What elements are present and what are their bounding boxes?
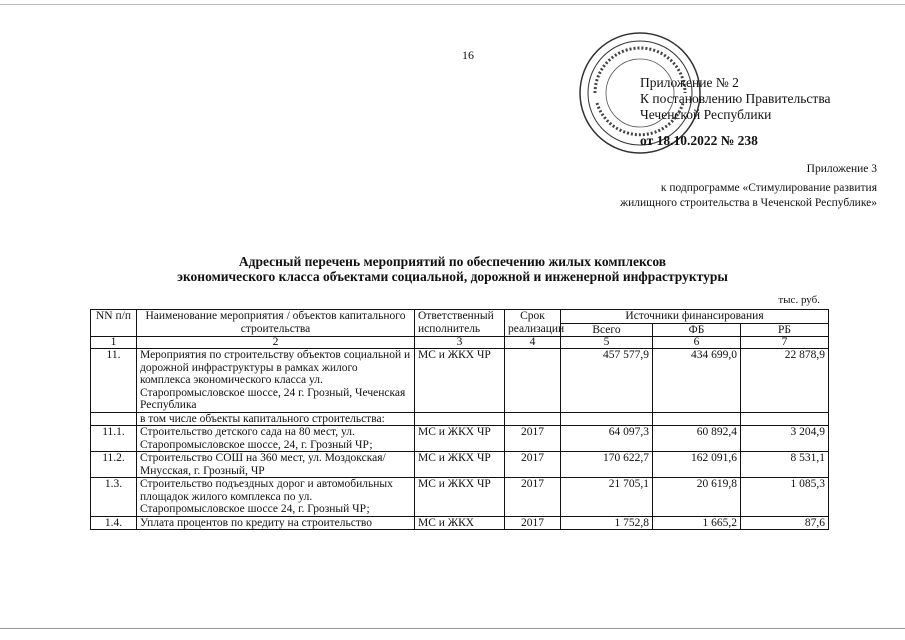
column-index-row xyxy=(91,337,829,349)
cell-executor: МС и ЖКХ ЧР xyxy=(415,478,505,517)
appendix-3-line2: к подпрограмме «Стимулирование развития xyxy=(660,182,877,194)
cell-executor: МС и ЖКХ xyxy=(415,516,505,530)
financing-table xyxy=(90,309,829,530)
table-row xyxy=(91,478,829,517)
cell-total: 170 622,7 xyxy=(561,452,653,478)
index-cell: 1 xyxy=(91,337,137,349)
header-fb: ФБ xyxy=(653,323,741,337)
table-row xyxy=(91,426,829,452)
cell-rb: 87,6 xyxy=(741,516,829,530)
header-term: Срок реализации xyxy=(505,310,561,337)
cell-executor: МС и ЖКХ ЧР xyxy=(415,452,505,478)
header-total: Всего xyxy=(561,323,653,337)
cell-nn: 11.2. xyxy=(91,452,137,478)
cell-fb: 1 665,2 xyxy=(653,516,741,530)
appendix-2-decree-number: от 18.10.2022 № 238 xyxy=(640,133,758,148)
index-cell: 2 xyxy=(137,337,415,349)
cell-total xyxy=(561,412,653,426)
appendix-3-line1: Приложение 3 xyxy=(806,163,877,175)
cell-total: 64 097,3 xyxy=(561,426,653,452)
cell-name: в том числе объекты капитального строительства: xyxy=(137,412,415,426)
appendix-2-line1: Приложение № 2 xyxy=(640,75,739,90)
scan-bottom-line xyxy=(0,628,905,629)
cell-term: 2017 xyxy=(505,426,561,452)
appendix-2-line2: К постановлению Правительства xyxy=(640,91,831,106)
cell-executor: МС и ЖКХ ЧР xyxy=(415,426,505,452)
cell-fb xyxy=(653,412,741,426)
cell-term: 2017 xyxy=(505,516,561,530)
cell-nn: 1.4. xyxy=(91,516,137,530)
title-line2: экономического класса объектами социальной, дорожной и инженерной инфраструктуры xyxy=(177,269,728,284)
index-cell: 5 xyxy=(561,337,653,349)
title-line1: Адресный перечень мероприятий по обеспечению жилых комплексов xyxy=(238,254,667,269)
cell-nn: 11. xyxy=(91,349,137,413)
cell-rb: 8 531,1 xyxy=(741,452,829,478)
header-rb: РБ xyxy=(741,323,829,337)
cell-name: Уплата процентов по кредиту на строительство xyxy=(137,516,415,530)
cell-term: 2017 xyxy=(505,452,561,478)
cell-nn xyxy=(91,412,137,426)
cell-name: Строительство детского сада на 80 мест, ул. Старопромысловское шоссе, 24, г. Грозный ЧР; xyxy=(137,426,415,452)
document-title xyxy=(0,254,905,284)
appendix-3-header xyxy=(620,162,877,211)
cell-total: 21 705,1 xyxy=(561,478,653,517)
cell-fb: 162 091,6 xyxy=(653,452,741,478)
cell-term xyxy=(505,412,561,426)
cell-rb: 3 204,9 xyxy=(741,426,829,452)
table-body xyxy=(91,337,829,530)
page-number: 16 xyxy=(462,48,474,62)
appendix-2-line3: Чеченской Республики xyxy=(640,107,772,122)
header-sources: Источники финансирования xyxy=(561,310,829,324)
cell-fb: 60 892,4 xyxy=(653,426,741,452)
header-name: Наименование мероприятия / объектов капитального строительства xyxy=(137,310,415,337)
table-row xyxy=(91,349,829,413)
header-nn: NN п/п xyxy=(91,310,137,337)
cell-fb: 434 699,0 xyxy=(653,349,741,413)
table-row xyxy=(91,452,829,478)
cell-rb xyxy=(741,412,829,426)
index-cell: 7 xyxy=(741,337,829,349)
units-label: тыс. руб. xyxy=(778,294,820,306)
cell-rb: 22 878,9 xyxy=(741,349,829,413)
cell-fb: 20 619,8 xyxy=(653,478,741,517)
cell-term: 2017 xyxy=(505,478,561,517)
table-row xyxy=(91,412,829,426)
cell-rb: 1 085,3 xyxy=(741,478,829,517)
cell-term xyxy=(505,349,561,413)
cell-name: Строительство подъездных дорог и автомобильных площадок жилого комплекса по ул. Старопромысловское шоссе 24, г. Грозный ЧР; xyxy=(137,478,415,517)
index-cell: 6 xyxy=(653,337,741,349)
index-cell: 3 xyxy=(415,337,505,349)
cell-name: Строительство СОШ на 360 мест, ул. Моздокская/ Мнусская, г. Грозный, ЧР xyxy=(137,452,415,478)
cell-total: 1 752,8 xyxy=(561,516,653,530)
appendix-3-line3: жилищного строительства в Чеченской Республике» xyxy=(620,197,877,209)
cell-nn: 1.3. xyxy=(91,478,137,517)
cell-name: Мероприятия по строительству объектов социальной и дорожной инфраструктуры в рамках жилого комплекса экономического класса ул. Старопромысловское шоссе, 24 г. Грозный, Чеченская Республика xyxy=(137,349,415,413)
cell-total: 457 577,9 xyxy=(561,349,653,413)
appendix-2-header xyxy=(640,75,831,149)
scan-top-line xyxy=(0,4,905,5)
index-cell: 4 xyxy=(505,337,561,349)
table-row xyxy=(91,516,829,530)
cell-nn: 11.1. xyxy=(91,426,137,452)
header-executor: Ответственный исполнитель xyxy=(415,310,505,337)
cell-executor xyxy=(415,412,505,426)
cell-executor: МС и ЖКХ ЧР xyxy=(415,349,505,413)
